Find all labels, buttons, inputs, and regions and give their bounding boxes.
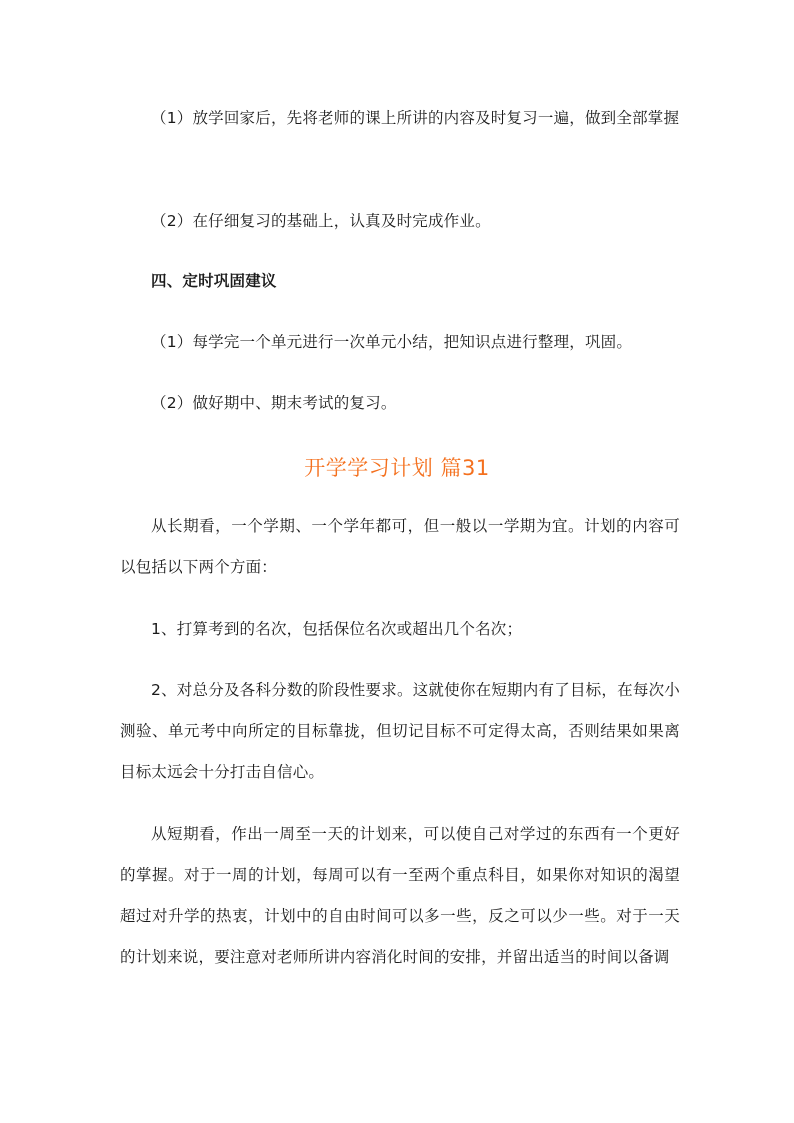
- paragraph-unit-summary: （1）每学完一个单元进行一次单元小结，把知识点进行整理，巩固。: [151, 333, 633, 351]
- subheading-consolidation-advice: 四、定时巩固建议: [151, 272, 277, 290]
- section-title: 开学学习计划 篇31: [304, 456, 490, 480]
- paragraph-review-after-school: （1）放学回家后，先将老师的课上所讲的内容及时复习一遍，做到全部掌握: [151, 109, 680, 127]
- paragraph-exam-review: （2）做好期中、期末考试的复习。: [151, 394, 397, 412]
- paragraph-long-term: 从长期看，一个学期、一个学年都可，但一般以一学期为宜。计划的内容可以包括以下两个方面：: [120, 517, 680, 576]
- paragraph-complete-homework: （2）在仔细复习的基础上，认真及时完成作业。: [151, 212, 491, 230]
- paragraph-short-term: 从短期看，作出一周至一天的计划来，可以使自己对学过的东西有一个更好的掌握。对于一周的计划，每周可以有一至两个重点科目，如果你对知识的渴望超过对升学的热衷，计划中的自由时间可以多一些，反之可以少一些。对于一天的计划来说，要注意对老师所讲内容消化时间的安排，并留出适当的时间以备调: [120, 825, 680, 966]
- paragraph-score-goal: 2、对总分及各科分数的阶段性要求。这就使你在短期内有了目标，在每次小测验、单元考中向所定的目标靠拢，但切记目标不可定得太高，否则结果如果离目标太远会十分打击自信心。: [120, 681, 680, 781]
- paragraph-ranking-goal: 1、打算考到的名次，包括保位名次或超出几个名次；: [151, 620, 523, 638]
